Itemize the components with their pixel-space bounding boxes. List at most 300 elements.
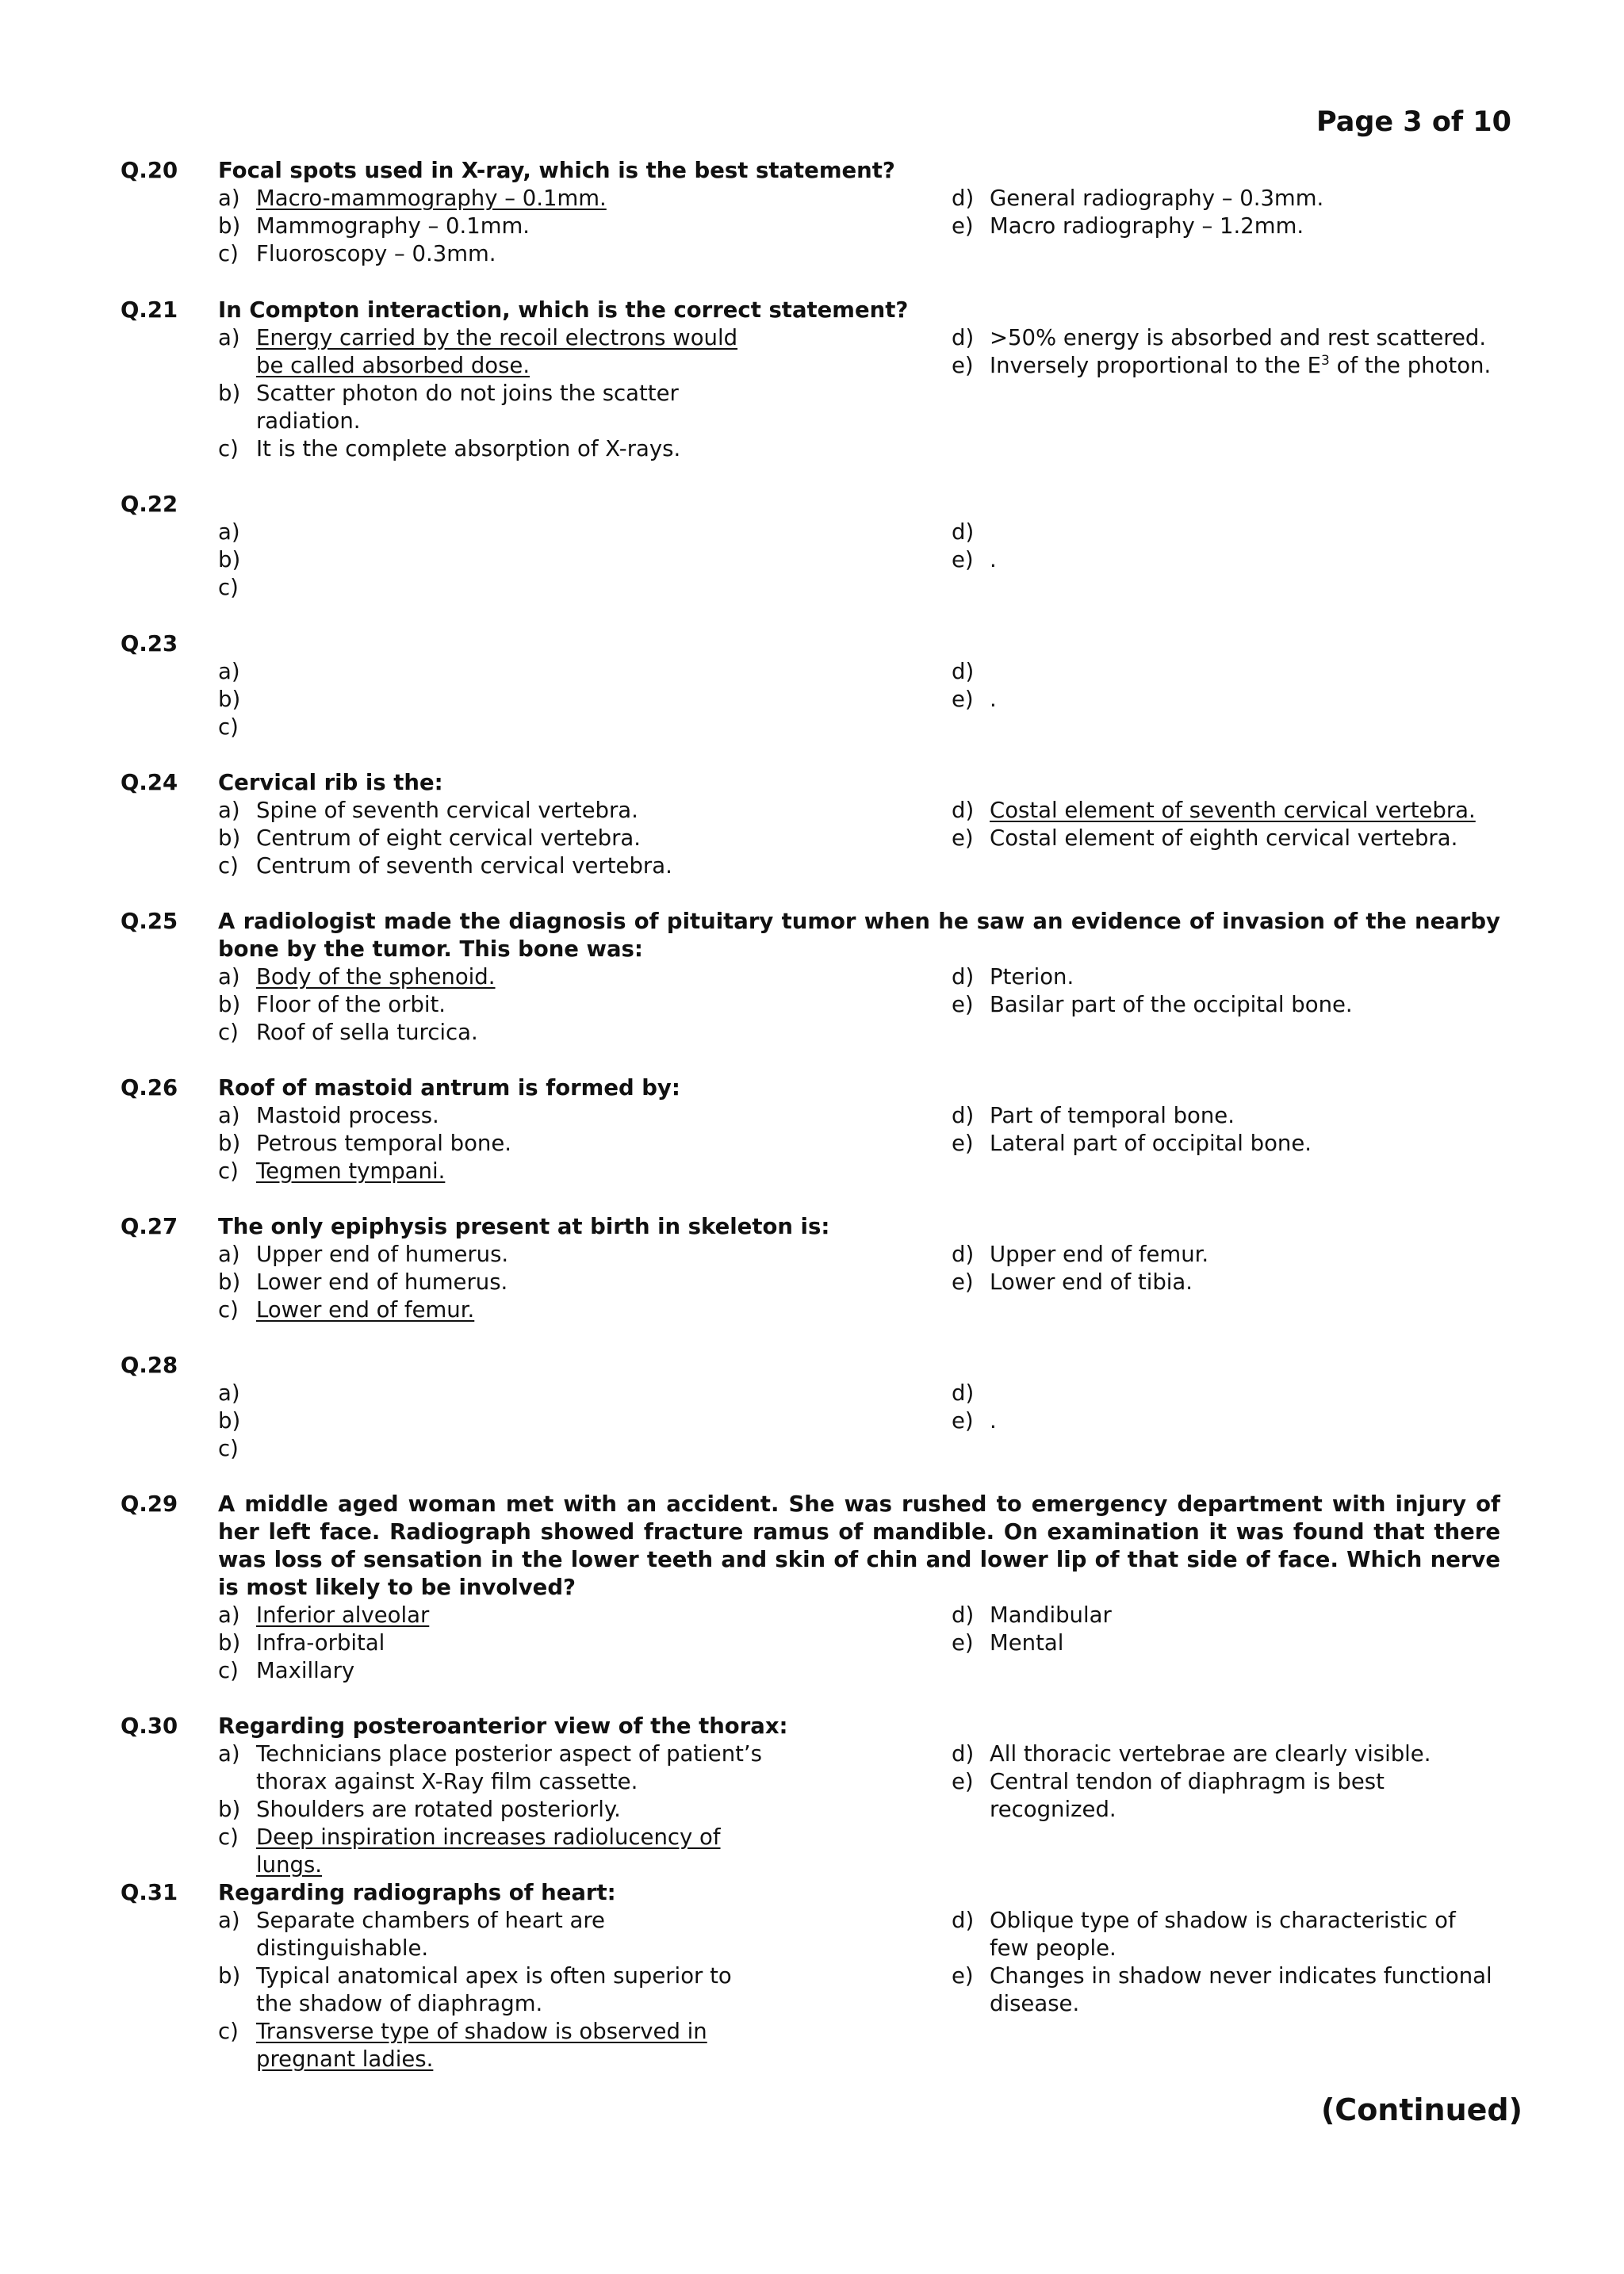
options-column-left [218, 1380, 952, 1463]
options-column-right [952, 324, 1500, 463]
question-body [218, 769, 1500, 880]
option-letter: d) [952, 1908, 975, 1933]
question-stem: A radiologist made the diagnosis of pituitary tumor when he saw an evidence of invasion of the nearby bone by the tumor. This bone was: [218, 909, 1500, 962]
option-label: Separate chambers of heart are distinguishable. [256, 1908, 605, 1961]
option-b [218, 380, 952, 435]
options-column-left [218, 324, 952, 463]
option-e [952, 546, 1500, 574]
correct-answer-text: Inferior alveolar [256, 1602, 430, 1628]
option-text [256, 1962, 764, 2018]
continued-label: (Continued) [1320, 2092, 1522, 2127]
option-a [218, 1740, 952, 1796]
option-e [952, 991, 1500, 1019]
option-letter: c) [218, 436, 239, 461]
option-letter: d) [952, 1741, 975, 1767]
option-text [256, 1380, 764, 1407]
option-text [990, 1962, 1500, 2018]
option-label: Lateral part of occipital bone. [990, 1131, 1312, 1156]
option-text [256, 1296, 764, 1324]
options-column-right [952, 1740, 1500, 1879]
option-label: Centrum of seventh cervical vertebra. [256, 853, 672, 879]
correct-answer-text: Costal element of seventh cervical vertebra. [990, 798, 1476, 823]
option-letter: e) [952, 1963, 974, 1989]
option-letter: d) [952, 1602, 975, 1628]
option-text [256, 1602, 764, 1629]
option-letter: c) [218, 1824, 239, 1850]
option-letter: b) [218, 825, 241, 851]
option-label: Pterion. [990, 964, 1074, 990]
question-number: Q.21 [121, 297, 178, 323]
option-label: Spine of seventh cervical vertebra. [256, 798, 638, 823]
option-label: >50% energy is absorbed and rest scattered. [990, 325, 1487, 350]
option-letter: c) [218, 2019, 239, 2044]
option-label: Shoulders are rotated posteriorly. [256, 1797, 621, 1822]
option-text [256, 714, 764, 741]
option-text [256, 797, 764, 825]
superscript: 3 [1321, 353, 1330, 369]
option-text [256, 1158, 764, 1185]
option-b [218, 991, 952, 1019]
question-stem: In Compton interaction, which is the correct statement? [218, 297, 909, 323]
option-text [990, 1380, 1500, 1407]
question-body [218, 1491, 1500, 1685]
option-text [256, 1102, 764, 1130]
option-b [218, 1962, 952, 2018]
option-label: Part of temporal bone. [990, 1103, 1235, 1128]
options-column-right [952, 658, 1500, 741]
question-31 [121, 1879, 1500, 2073]
option-label: Costal element of eighth cervical vertebra. [990, 825, 1458, 851]
option-text [990, 658, 1500, 686]
option-d [952, 185, 1500, 212]
option-label: . [990, 547, 997, 572]
option-text [990, 324, 1500, 352]
option-letter: a) [218, 1242, 240, 1267]
question-body [218, 297, 1500, 463]
option-label: Centrum of eight cervical vertebra. [256, 825, 641, 851]
option-letter: a) [218, 1380, 240, 1406]
question-body [218, 1213, 1500, 1324]
options [218, 963, 1500, 1047]
option-letter: d) [952, 325, 975, 350]
option-a [218, 1102, 952, 1130]
option-b [218, 825, 952, 852]
option-text [990, 185, 1500, 212]
question-number: Q.28 [121, 1353, 178, 1378]
options-column-right [952, 797, 1500, 880]
option-text [990, 1907, 1500, 1962]
option-letter: d) [952, 1103, 975, 1128]
option-letter: c) [218, 241, 239, 266]
option-b [218, 1130, 952, 1158]
option-text [256, 185, 764, 212]
option-text [256, 825, 764, 852]
option-letter: d) [952, 186, 975, 211]
option-label: Technicians place posterior aspect of patient’s thorax against X-Ray film cassette. [256, 1741, 763, 1794]
correct-answer-text: Body of the sphenoid. [256, 964, 496, 990]
option-text [256, 212, 764, 240]
option-text [256, 1740, 764, 1796]
option-a [218, 324, 952, 380]
question-body [218, 491, 1500, 602]
option-c [218, 240, 952, 268]
option-text [990, 825, 1500, 852]
option-text [256, 519, 764, 546]
option-b [218, 1629, 952, 1657]
option-label: Changes in shadow never indicates functional disease. [990, 1963, 1492, 2016]
question-30 [121, 1713, 1500, 1879]
question-stem: The only epiphysis present at birth in skeleton is: [218, 1214, 830, 1239]
option-letter: a) [218, 1103, 240, 1128]
option-text [256, 1824, 764, 1879]
option-b [218, 686, 952, 714]
option-letter: a) [218, 186, 240, 211]
options-column-right [952, 963, 1500, 1047]
option-label: Fluoroscopy – 0.3mm. [256, 241, 496, 266]
option-text [256, 546, 764, 574]
option-text [256, 963, 764, 991]
options-column-right [952, 1102, 1500, 1185]
option-a [218, 797, 952, 825]
options-column-left [218, 658, 952, 741]
option-letter: b) [218, 1269, 241, 1295]
correct-answer-text: Deep inspiration increases radiolucency of lungs. [256, 1824, 721, 1878]
options [218, 797, 1500, 880]
options-column-right [952, 1907, 1500, 2073]
options-column-left [218, 1907, 952, 2073]
option-letter: b) [218, 213, 241, 239]
option-letter: e) [952, 547, 974, 572]
option-text [990, 1629, 1500, 1657]
options-column-right [952, 1602, 1500, 1685]
question-number: Q.25 [121, 909, 178, 934]
option-label: All thoracic vertebrae are clearly visible. [990, 1741, 1431, 1767]
option-letter: b) [218, 992, 241, 1017]
option-letter: e) [952, 1269, 974, 1295]
option-label: General radiography – 0.3mm. [990, 186, 1324, 211]
option-letter: d) [952, 1242, 975, 1267]
option-text [990, 212, 1500, 240]
question-number: Q.24 [121, 770, 178, 795]
option-c [218, 2018, 952, 2073]
option-d [952, 1380, 1500, 1407]
options-column-left [218, 519, 952, 602]
option-d [952, 797, 1500, 825]
options [218, 185, 1500, 268]
option-letter: c) [218, 853, 239, 879]
options-column-left [218, 1740, 952, 1879]
option-label: Scatter photon do not joins the scatter radiation. [256, 381, 679, 434]
option-letter: a) [218, 964, 240, 990]
option-text [256, 991, 764, 1019]
question-23 [121, 630, 1500, 741]
option-label: Mandibular [990, 1602, 1112, 1628]
option-letter: e) [952, 687, 974, 712]
option-letter: b) [218, 1797, 241, 1822]
option-text [256, 1907, 764, 1962]
question-22 [121, 491, 1500, 602]
option-letter: b) [218, 1131, 241, 1156]
option-b [218, 1407, 952, 1435]
option-b [218, 212, 952, 240]
question-body [218, 1713, 1500, 1879]
question-number: Q.31 [121, 1880, 178, 1905]
question-stem: Roof of mastoid antrum is formed by: [218, 1075, 680, 1101]
option-label: Typical anatomical apex is often superior to the shadow of diaphragm. [256, 1963, 732, 2016]
option-c [218, 1435, 952, 1463]
option-e [952, 352, 1500, 380]
option-letter: d) [952, 519, 975, 545]
option-text [256, 240, 764, 268]
options [218, 1241, 1500, 1324]
option-text [256, 2018, 764, 2073]
option-text-part: of the photon. [1329, 353, 1492, 378]
option-letter: a) [218, 1741, 240, 1767]
question-number: Q.23 [121, 631, 178, 657]
option-letter: b) [218, 1963, 241, 1989]
question-stem: A middle aged woman met with an accident. She was rushed to emergency department with injury of her left face. Radiograph showed fracture ramus of mandible. On examination it was found that there was loss of sensation in the lower teeth and skin of chin and lower lip of that side of face. Which nerve is most likely to be involved? [218, 1491, 1500, 1600]
option-text [256, 1130, 764, 1158]
option-label: Mental [990, 1630, 1064, 1656]
page-number: Page 3 of 10 [1316, 106, 1511, 138]
option-label: . [990, 687, 997, 712]
option-letter: c) [218, 1658, 239, 1683]
option-label: . [990, 1408, 997, 1434]
option-letter: a) [218, 325, 240, 350]
question-26 [121, 1074, 1500, 1185]
option-b [218, 1796, 952, 1824]
option-letter: c) [218, 714, 239, 740]
option-letter: a) [218, 659, 240, 684]
question-28 [121, 1352, 1500, 1463]
option-text [990, 797, 1500, 825]
option-letter: a) [218, 798, 240, 823]
question-number: Q.26 [121, 1075, 178, 1101]
option-e [952, 825, 1500, 852]
option-text [990, 686, 1500, 714]
options [218, 1380, 1500, 1463]
options-column-right [952, 1380, 1500, 1463]
option-text [256, 1241, 764, 1269]
option-label: Central tendon of diaphragm is best recognized. [990, 1769, 1385, 1822]
question-stem [218, 1352, 1500, 1380]
option-letter: c) [218, 575, 239, 600]
option-d [952, 1740, 1500, 1768]
option-text [256, 435, 764, 463]
option-a [218, 1241, 952, 1269]
option-text [256, 1407, 764, 1435]
option-e [952, 212, 1500, 240]
question-body [218, 1074, 1500, 1185]
option-a [218, 1602, 952, 1629]
option-c [218, 1824, 952, 1879]
question-stem: Focal spots used in X-ray, which is the best statement? [218, 158, 895, 183]
option-a [218, 1380, 952, 1407]
options-column-left [218, 963, 952, 1047]
option-letter: b) [218, 687, 241, 712]
option-d [952, 1907, 1500, 1962]
question-stem [218, 491, 1500, 519]
option-c [218, 1657, 952, 1685]
option-a [218, 519, 952, 546]
option-label: Upper end of femur. [990, 1242, 1209, 1267]
option-label: Floor of the orbit. [256, 992, 446, 1017]
options [218, 1740, 1500, 1879]
question-number: Q.30 [121, 1713, 178, 1739]
question-list [121, 157, 1500, 2073]
option-text [990, 1102, 1500, 1130]
option-a [218, 658, 952, 686]
question-27 [121, 1213, 1500, 1324]
option-text [256, 1019, 764, 1047]
option-text [990, 1740, 1500, 1768]
option-letter: d) [952, 659, 975, 684]
option-label: Lower end of tibia. [990, 1269, 1193, 1295]
option-text [256, 1435, 764, 1463]
option-letter: e) [952, 1131, 974, 1156]
options [218, 1602, 1500, 1685]
option-label: Macro radiography – 1.2mm. [990, 213, 1304, 239]
option-letter: c) [218, 1158, 239, 1184]
options-column-left [218, 185, 952, 268]
option-e [952, 1407, 1500, 1435]
option-letter: d) [952, 964, 975, 990]
options-column-right [952, 1241, 1500, 1324]
option-letter: e) [952, 213, 974, 239]
option-letter: a) [218, 1602, 240, 1628]
option-text [990, 1768, 1500, 1824]
option-e [952, 1629, 1500, 1657]
option-text [256, 1269, 764, 1296]
option-text [990, 1407, 1500, 1435]
option-a [218, 185, 952, 212]
options [218, 519, 1500, 602]
option-c [218, 714, 952, 741]
correct-answer-text: Macro-mammography – 0.1mm. [256, 186, 607, 211]
question-body [218, 630, 1500, 741]
correct-answer-text: Energy carried by the recoil electrons would be called absorbed dose. [256, 325, 738, 378]
option-d [952, 1602, 1500, 1629]
option-letter: b) [218, 547, 241, 572]
option-c [218, 852, 952, 880]
option-letter: b) [218, 381, 241, 406]
option-e [952, 1269, 1500, 1296]
option-text [990, 546, 1500, 574]
question-25 [121, 908, 1500, 1047]
option-letter: c) [218, 1020, 239, 1045]
options [218, 1907, 1500, 2073]
option-e [952, 1962, 1500, 2018]
option-text [256, 324, 764, 380]
option-text [990, 1602, 1500, 1629]
option-label: Mastoid process. [256, 1103, 439, 1128]
question-21 [121, 297, 1500, 463]
option-letter: e) [952, 1769, 974, 1794]
options-column-left [218, 1241, 952, 1324]
options [218, 658, 1500, 741]
option-letter: b) [218, 1408, 241, 1434]
option-e [952, 1130, 1500, 1158]
question-stem [218, 630, 1500, 658]
option-text [256, 380, 764, 435]
option-label: Maxillary [256, 1658, 355, 1683]
option-c [218, 1296, 952, 1324]
option-text [256, 658, 764, 686]
question-body [218, 908, 1500, 1047]
option-d [952, 658, 1500, 686]
options-column-left [218, 797, 952, 880]
option-letter: e) [952, 1630, 974, 1656]
question-29 [121, 1491, 1500, 1685]
option-letter: e) [952, 353, 974, 378]
option-text [256, 852, 764, 880]
options [218, 1102, 1500, 1185]
option-label: Basilar part of the occipital bone. [990, 992, 1353, 1017]
options [218, 324, 1500, 463]
option-label: It is the complete absorption of X-rays. [256, 436, 681, 461]
option-letter: a) [218, 1908, 240, 1933]
option-letter: b) [218, 1630, 241, 1656]
option-text [256, 686, 764, 714]
option-letter: d) [952, 1380, 975, 1406]
option-b [218, 1269, 952, 1296]
option-letter: c) [218, 1297, 239, 1323]
option-label: Infra-orbital [256, 1630, 385, 1656]
option-text [256, 1796, 764, 1824]
correct-answer-text: Tegmen tympani. [256, 1158, 446, 1184]
options-column-right [952, 185, 1500, 268]
option-label: Mammography – 0.1mm. [256, 213, 530, 239]
correct-answer-text: Lower end of femur. [256, 1297, 475, 1323]
option-label: Roof of sella turcica. [256, 1020, 478, 1045]
option-text [990, 991, 1500, 1019]
option-text [990, 963, 1500, 991]
option-letter: e) [952, 825, 974, 851]
option-b [218, 546, 952, 574]
question-number: Q.22 [121, 492, 178, 517]
option-c [218, 1158, 952, 1185]
option-letter: a) [218, 519, 240, 545]
option-e [952, 1768, 1500, 1824]
correct-answer-text: Transverse type of shadow is observed in pregnant ladies. [256, 2019, 707, 2072]
option-text [990, 1130, 1500, 1158]
option-text [256, 1629, 764, 1657]
option-letter: c) [218, 1436, 239, 1461]
option-text-part: Inversely proportional to the E [990, 353, 1322, 378]
options-column-right [952, 519, 1500, 602]
option-d [952, 1241, 1500, 1269]
question-stem: Cervical rib is the: [218, 770, 443, 795]
option-d [952, 963, 1500, 991]
option-letter: e) [952, 992, 974, 1017]
options-column-left [218, 1602, 952, 1685]
option-text [256, 1657, 764, 1685]
option-text [990, 1241, 1500, 1269]
option-a [218, 963, 952, 991]
options-column-left [218, 1102, 952, 1185]
option-text [990, 352, 1500, 380]
option-c [218, 1019, 952, 1047]
option-letter: e) [952, 1408, 974, 1434]
option-d [952, 519, 1500, 546]
question-24 [121, 769, 1500, 880]
question-stem: Regarding radiographs of heart: [218, 1880, 616, 1905]
question-body [218, 157, 1500, 268]
option-label: Oblique type of shadow is characteristic of few people. [990, 1908, 1456, 1961]
question-body [218, 1352, 1500, 1463]
question-20 [121, 157, 1500, 268]
option-d [952, 1102, 1500, 1130]
